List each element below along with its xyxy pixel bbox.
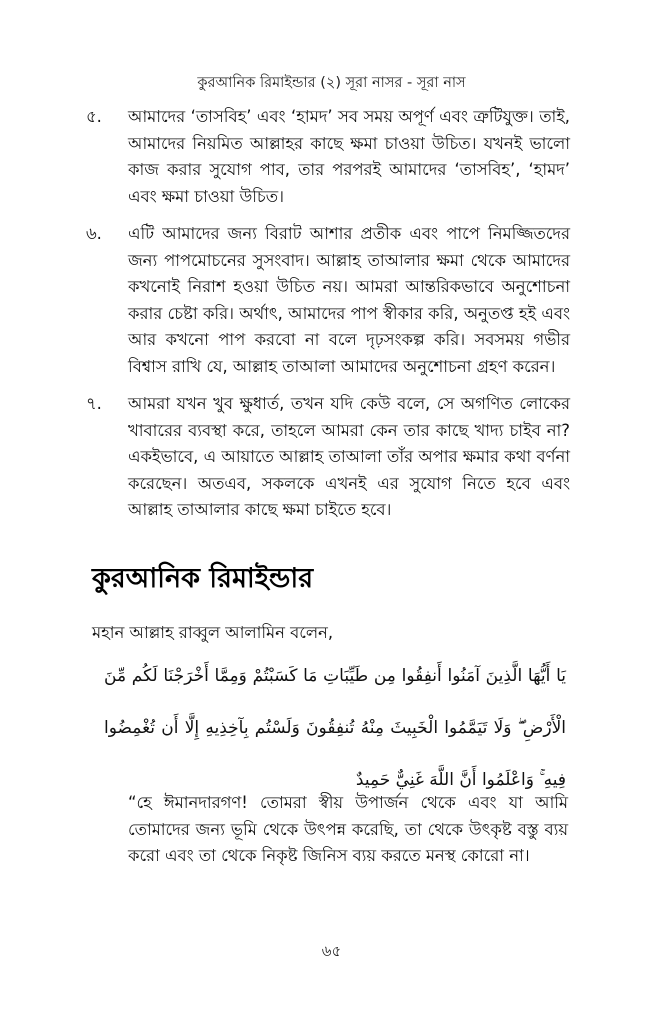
list-item-number: ৫. — [86, 107, 102, 126]
numbered-points-list — [86, 104, 570, 535]
list-item-number: ৬. — [86, 224, 102, 243]
list-item — [86, 221, 570, 380]
list-item-text: আমাদের ‘তাসবিহ’ এবং ‘হামদ’ সব সময় অপূর্ণ এবং ত্রুটিযুক্ত। তাই, আমাদের নিয়মিত আল্লাহর কাছে ক্ষমা চাওয়া উচিত। যখনই ভালো কাজ করার সুযোগ পাব, তার পরপরই আমাদের ‘তাসবিহ’, ‘হামদ’ এবং ক্ষমা চাওয়া উচিত। — [128, 107, 570, 206]
list-item — [86, 391, 570, 524]
list-item-text: আমরা যখন খুব ক্ষুধার্ত, তখন যদি কেউ বলে, সে অগণিত লোকের খাবারের ব্যবস্থা করে, তাহলে আমরা কেন তার কাছে খাদ্য চাইব না? একইভাবে, এ আয়াতে আল্লাহ তাআলা তাঁর অপার ক্ষমার কথা বর্ণনা করেছেন। অতএব, সকলকে এখনই এর সুযোগ নিতে হবে এবং আল্লাহ তাআলার কাছে ক্ষমা চাইতে হবে। — [128, 394, 570, 519]
verse-translation: “হে ঈমানদারগণ! তোমরা স্বীয় উপার্জন থেকে এবং যা আমি তোমাদের জন্য ভূমি থেকে উৎপন্ন করেছি, তা থেকে উৎকৃষ্ট বস্তু ব্যয় করো এবং তা থেকে নিকৃষ্ট জিনিস ব্যয় করতে মনস্থ কোরো না। — [128, 793, 568, 865]
intro-line: মহান আল্লাহ রাব্বুল আলামিন বলেন, — [92, 623, 334, 642]
page-number: ৬৫ — [321, 942, 342, 960]
list-item — [86, 104, 570, 210]
arabic-verse: يَا أَيُّهَا الَّذِينَ آمَنُوا أَنفِقُوا مِن طَيِّبَاتِ مَا كَسَبْتُمْ وَمِمَّا أَخْرَجْنَا لَكُم مِّنَ الْأَرْضِ ۖ وَلَا تَيَمَّمُوا الْخَبِيثَ مِنْهُ تُنفِقُونَ وَلَسْتُم بِآخِذِيهِ إِلَّا أَن تُغْمِضُوا فِيهِ ۚ وَاعْلَمُوا أَنَّ اللَّهَ غَنِيٌّ حَمِيدٌ — [104, 666, 566, 790]
section-heading: কুরআনিক রিমাইন্ডার — [92, 563, 314, 594]
running-header: কুরআনিক রিমাইন্ডার (২) সূরা নাসর - সূরা নাস — [197, 75, 466, 91]
list-item-number: ৭. — [86, 394, 102, 413]
list-item-text: এটি আমাদের জন্য বিরাট আশার প্রতীক এবং পাপে নিমজ্জিতদের জন্য পাপমোচনের সুসংবাদ। আল্লাহ তাআলার ক্ষমা থেকে আমাদের কখনোই নিরাশ হওয়া উচিত নয়। আমরা আন্তরিকভাবে অনুশোচনা করার চেষ্টা করি। অর্থাৎ, আমাদের পাপ স্বীকার করি, অনুতপ্ত হই এবং আর কখনো পাপ করবো না বলে দৃঢ়সংকল্প করি। সবসময় গভীর বিশ্বাস রাখি যে, আল্লাহ তাআলা আমাদের অনুশোচনা গ্রহণ করেন। — [128, 224, 570, 376]
